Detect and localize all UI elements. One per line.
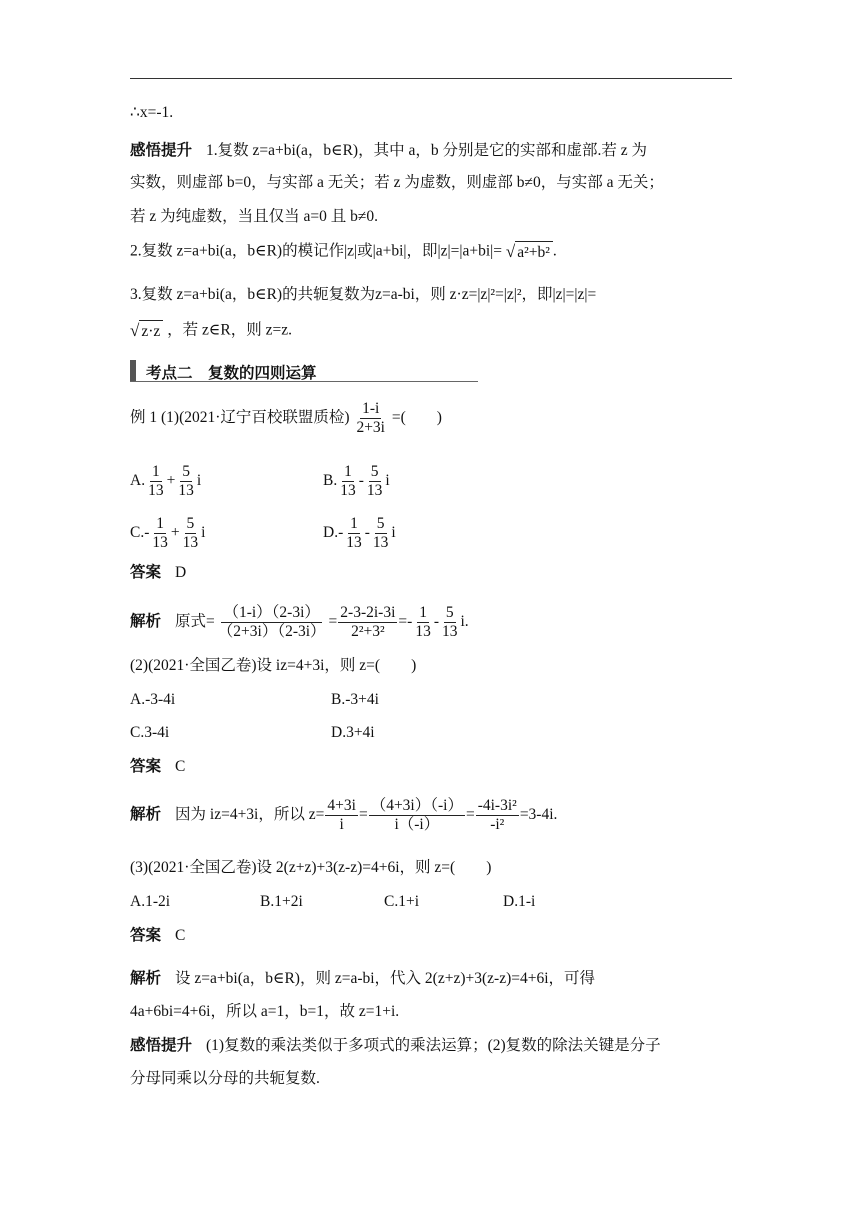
ex3-option-c: C.1+i bbox=[384, 893, 420, 910]
conjugate-text-c: ，若 z∈R，则 z=z. bbox=[167, 321, 292, 339]
ex2-option-b: B.-3+4i bbox=[331, 691, 379, 708]
insight1-para1-line1 bbox=[130, 141, 647, 161]
ex1-analysis-label: 解析 bbox=[130, 613, 162, 631]
insight1-para1-line2: 实数，则虚部 b=0，与实部 a 无关；若 z 为虚数，则虚部 b≠0，与实部 a 无关； bbox=[130, 174, 664, 191]
ex2-analysis-label: 解析 bbox=[130, 806, 162, 824]
ex3-analysis-label: 解析 bbox=[130, 970, 162, 987]
section-underline bbox=[130, 381, 478, 382]
ex2-answer bbox=[130, 757, 185, 777]
modulus-sqrt: √ a²+b² bbox=[506, 241, 553, 263]
therefore-line: ∴x=-1. bbox=[130, 104, 174, 121]
header-rule bbox=[130, 78, 732, 79]
ex3-answer-value: C bbox=[175, 927, 186, 944]
ex1-option-c: C.- $\frac{1}{13}$ + $\frac{5}{13}$ i bbox=[130, 515, 206, 551]
ex1-answer-value: D bbox=[175, 564, 187, 581]
conjugate-sqrt: √ z·z bbox=[130, 320, 163, 342]
ex3-analysis-line2: 4a+6bi=4+6i，所以 a=1，b=1，故 z=1+i. bbox=[130, 1003, 400, 1020]
ex1-answer-label: 答案 bbox=[130, 564, 162, 581]
ex3-option-d: D.1-i bbox=[503, 893, 536, 910]
section-heading-bar bbox=[130, 360, 136, 382]
ex1-option-b: B. $\frac{1}{13}$ - $\frac{5}{13}$ i bbox=[323, 463, 390, 499]
insight1-para1-line3: 若 z 为纯虚数，当且仅当 a=0 且 b≠0. bbox=[130, 208, 379, 225]
ex1-frac-num: 1-i bbox=[362, 400, 380, 417]
insight2-label: 感悟提升 bbox=[130, 1037, 193, 1054]
insight1-para3-line1 bbox=[130, 285, 596, 305]
insight1-para3-line2 bbox=[130, 320, 292, 342]
conjugate-sqrt-arg: z·z bbox=[139, 320, 163, 342]
ex2-option-c: C.3-4i bbox=[130, 724, 170, 741]
ex3-answer bbox=[130, 926, 185, 946]
conjugate-text-b: z=a-bi，则 z·z=|z|²=|z|²，即|z|=|z|= bbox=[375, 286, 597, 303]
modulus-text: 2.复数 z=a+bi(a，b∈R)的模记作|z|或|a+bi|，即|z|=|a+bi|= bbox=[130, 242, 502, 260]
ex3-option-a: A.1-2i bbox=[130, 893, 171, 910]
insight2-line1: 感悟提升 (1)复数的乘法类似于多项式的乘法运算；(2)复数的除法关键是分子 bbox=[130, 1037, 661, 1054]
ex1-stem bbox=[130, 400, 442, 437]
conjugate-text-a: 3.复数 z=a+bi(a，b∈R)的共轭复数为 bbox=[130, 286, 376, 303]
insight2-line2: 分母同乘以分母的共轭复数. bbox=[130, 1070, 320, 1087]
ex1-fraction bbox=[354, 400, 387, 437]
section-title: 考点二 复数的四则运算 bbox=[146, 365, 317, 382]
ex3-answer-label: 答案 bbox=[130, 927, 162, 944]
ex1-frac-den: 2+3i bbox=[356, 419, 385, 436]
ex2-analysis: 解析 因为 iz=4+3i，所以 z= $\frac{4+3i}{i}$ = $\frac{(4+3i)(-i)}{i(-i)}$ = $\frac{\text{-4i-3i²}}{\text{-i²}}$ =3-4i. bbox=[130, 797, 558, 833]
ex2-stem: (2)(2021·全国乙卷)设 iz=4+3i，则 z=( ) bbox=[130, 657, 417, 674]
ex2-option-d: D.3+4i bbox=[331, 724, 375, 741]
insight1-label: 感悟提升 bbox=[130, 142, 193, 159]
modulus-sqrt-arg: a²+b² bbox=[515, 241, 553, 263]
ex3-stem: (3)(2021·全国乙卷)设 2(z+z)+3(z-z)=4+6i，则 z=( ) bbox=[130, 859, 492, 876]
ex1-analysis: 解析 原式= $\frac{(1-i)(2-3i)}{(2+3i)(2-3i)}$ = $\frac{2-3-2i-3i}{\text{2²+3²}}$ =- $\frac{1}{13}$ - $\frac{5}{13}$ i. bbox=[130, 604, 469, 640]
ex2-answer-value: C bbox=[175, 758, 186, 775]
ex2-answer-label: 答案 bbox=[130, 758, 162, 775]
ex3-option-b: B.1+2i bbox=[260, 893, 303, 910]
section-heading bbox=[130, 360, 478, 382]
ex1-stem-tail: =( ) bbox=[391, 409, 442, 427]
ex1-option-a: A. $\frac{1}{13}$ + $\frac{5}{13}$ i bbox=[130, 463, 202, 499]
ex2-option-a: A.-3-4i bbox=[130, 691, 176, 708]
ex1-option-d: D.- $\frac{1}{13}$ - $\frac{5}{13}$ i bbox=[323, 515, 396, 551]
ex1-answer bbox=[130, 563, 186, 583]
insight1-para2: 2.复数 z=a+bi(a，b∈R)的模记作|z|或|a+bi|，即|z|=|a+bi|= √ a²+b² . bbox=[130, 242, 557, 261]
insight1-text-a: 1.复数 z=a+bi(a，b∈R)，其中 a，b 分别是它的实部和虚部.若 z 为 bbox=[206, 142, 647, 159]
ex3-analysis-line1: 解析 设 z=a+bi(a，b∈R)，则 z=a-bi，代入 2(z+z)+3(z-z)=4+6i，可得 bbox=[130, 970, 596, 987]
ex1-stem-text: 例 1 (1)(2021·辽宁百校联盟质检) bbox=[130, 409, 350, 427]
